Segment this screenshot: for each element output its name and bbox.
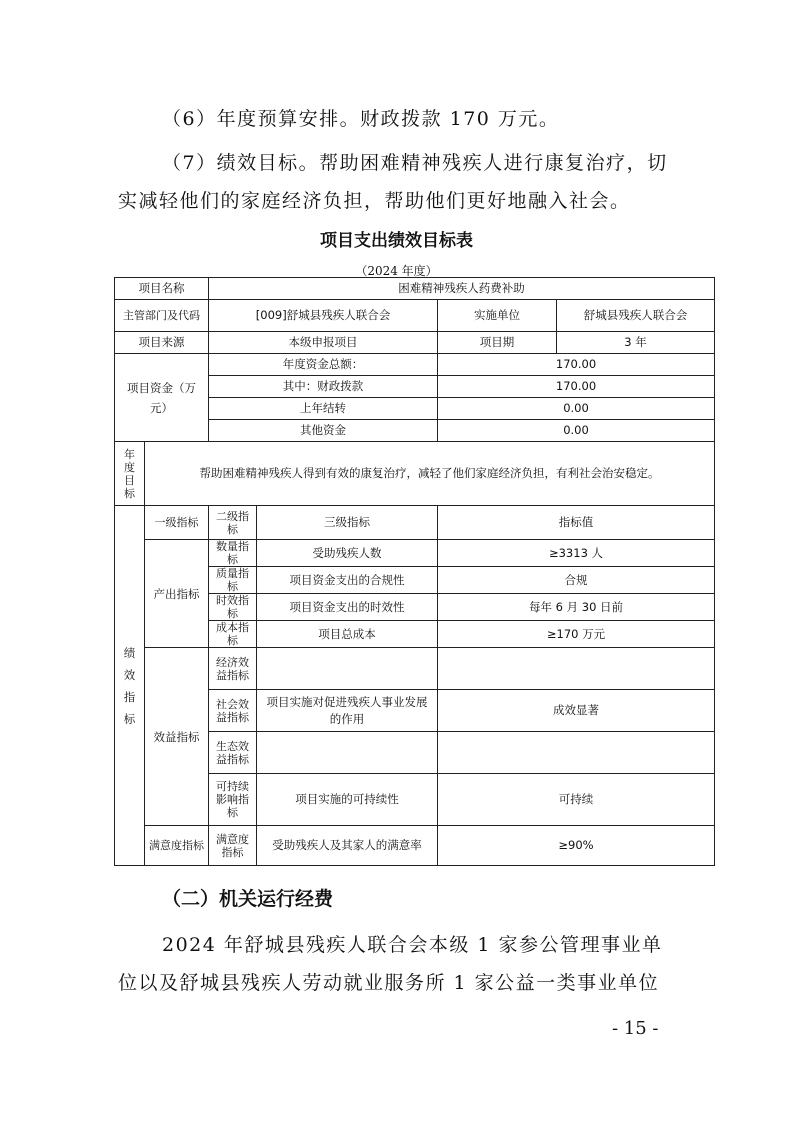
satisfaction-l2: 满意度指标: [209, 826, 257, 866]
benefit-l3: 项目实施对促进残疾人事业发展的作用: [257, 690, 438, 732]
output-l2: 数量指标: [209, 540, 257, 567]
benefit-l2: 社会效益指标: [209, 690, 257, 732]
output-label: 产出指标: [145, 540, 209, 648]
table-year: （2024 年度）: [355, 264, 438, 278]
head-l2: 二级指标: [209, 506, 257, 540]
goal-label: 年度目标: [115, 442, 145, 506]
output-val: ≥170 万元: [438, 621, 715, 648]
output-l3: 项目资金支出的合规性: [257, 567, 438, 594]
performance-table: [114, 277, 715, 866]
benefit-l2: 经济效益指标: [209, 648, 257, 690]
output-l3: 项目资金支出的时效性: [257, 594, 438, 621]
funds-item-value: 170.00: [438, 376, 715, 398]
funds-item-label: 年度资金总额：: [209, 354, 438, 376]
output-l3: 项目总成本: [257, 621, 438, 648]
benefit-val: [438, 732, 715, 774]
perf-label: 绩效指标: [115, 506, 145, 866]
source-label: 项目来源: [115, 332, 209, 354]
head-l3: 三级指标: [257, 506, 438, 540]
funds-item-label: 上年结转: [209, 398, 438, 420]
output-l2: 成本指标: [209, 621, 257, 648]
dept-label: 主管部门及代码: [115, 300, 209, 332]
head-val: 指标值: [438, 506, 715, 540]
satisfaction-l3: 受助残疾人及其家人的满意率: [257, 826, 438, 866]
output-val: 合规: [438, 567, 715, 594]
benefit-l3: 项目实施的可持续性: [257, 774, 438, 826]
benefit-l2: 生态效益指标: [209, 732, 257, 774]
goal-text: 帮助困难精神残疾人得到有效的康复治疗，减轻了他们家庭经济负担，有利社会治安稳定。: [145, 442, 715, 506]
funds-item-value: 0.00: [438, 420, 715, 442]
project-name: 困难精神残疾人药费补助: [209, 278, 715, 300]
head-l1: 一级指标: [145, 506, 209, 540]
output-l2: 质量指标: [209, 567, 257, 594]
benefit-l3: [257, 648, 438, 690]
benefit-val: 可持续: [438, 774, 715, 826]
impl: 舒城县残疾人联合会: [557, 300, 715, 332]
output-l3: 受助残疾人数: [257, 540, 438, 567]
output-l2: 时效指标: [209, 594, 257, 621]
funds-item-label: 其中：财政拨款: [209, 376, 438, 398]
dept: [009]舒城县残疾人联合会: [209, 300, 438, 332]
satisfaction-val: ≥90%: [438, 826, 715, 866]
benefit-l3: [257, 732, 438, 774]
table-title: 项目支出绩效目标表: [320, 231, 473, 251]
project-name-label: 项目名称: [115, 278, 209, 300]
funds-item-label: 其他资金: [209, 420, 438, 442]
satisfaction-label: 满意度指标: [145, 826, 209, 866]
page-number: - 15 -: [612, 1018, 659, 1039]
benefit-val: 成效显著: [438, 690, 715, 732]
section-heading: （二）机关运行经费: [162, 888, 334, 910]
source: 本级申报项目: [209, 332, 438, 354]
funds-label: 项目资金（万元）: [115, 354, 209, 442]
benefit-l2: 可持续影响指标: [209, 774, 257, 826]
impl-label: 实施单位: [438, 300, 557, 332]
paragraph-budget: （6）年度预算安排。财政拨款 170 万元。: [162, 108, 560, 130]
output-val: 每年 6 月 30 日前: [438, 594, 715, 621]
paragraph-goal: （7）绩效目标。帮助困难精神残疾人进行康复治疗，切实减轻他们的家庭经济负担，帮助他们更好地融入社会。: [118, 152, 668, 212]
period-label: 项目期: [438, 332, 557, 354]
section-paragraph: 2024 年舒城县残疾人联合会本级 1 家参公管理事业单位以及舒城县残疾人劳动就业服务所 1 家公益一类事业单位: [118, 934, 663, 994]
output-val: ≥3313 人: [438, 540, 715, 567]
funds-item-value: 0.00: [438, 398, 715, 420]
period: 3 年: [557, 332, 715, 354]
benefit-val: [438, 648, 715, 690]
benefit-label: 效益指标: [145, 648, 209, 826]
funds-item-value: 170.00: [438, 354, 715, 376]
